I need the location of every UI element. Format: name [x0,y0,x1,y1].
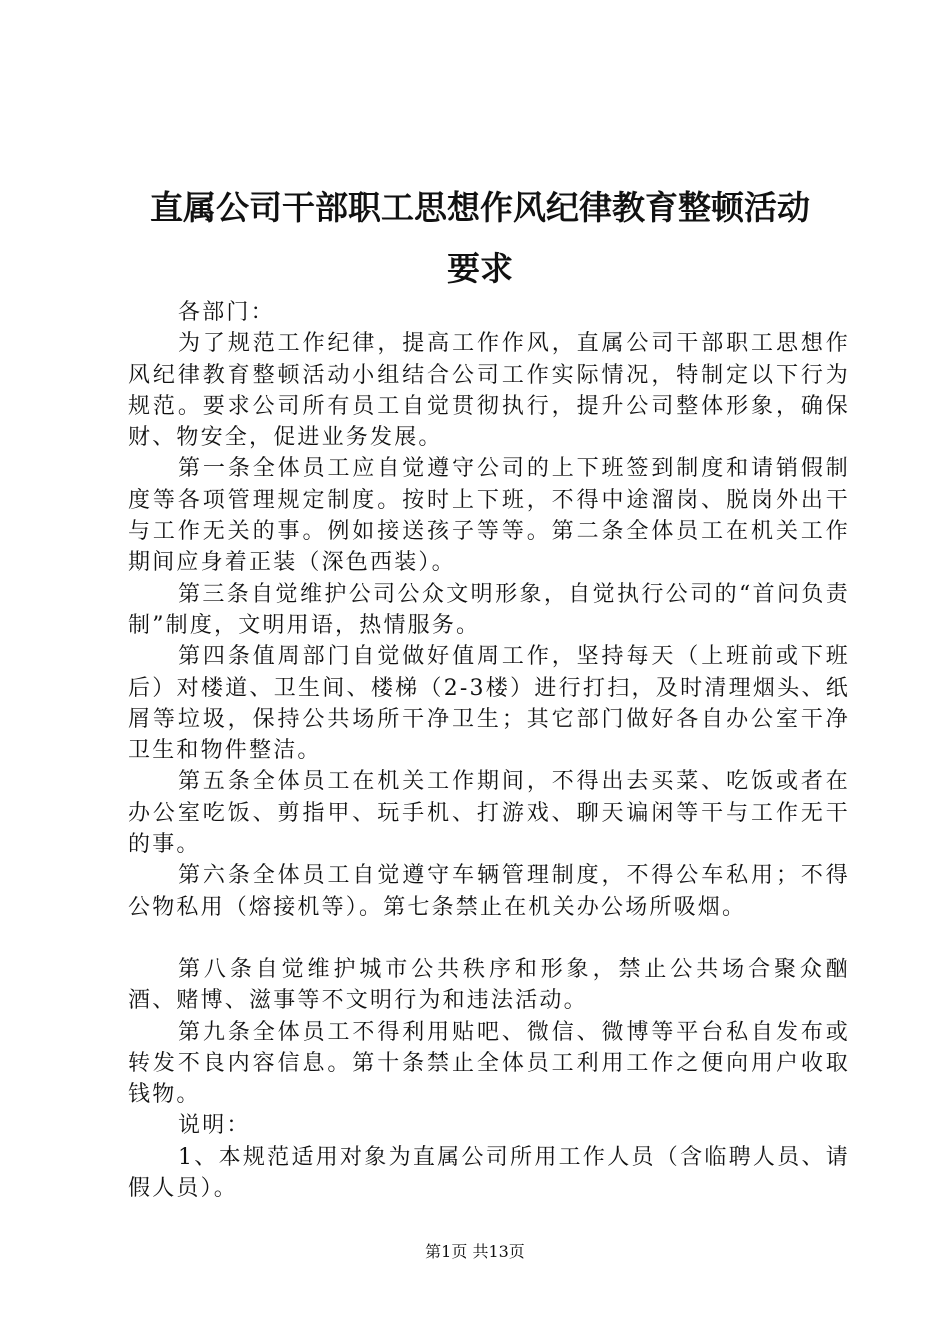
document-title-line-2: 要求 [447,249,513,288]
article-9-10-paragraph: 第九条全体员工不得利用贴吧、微信、微博等平台私自发布或转发不良内容信息。第十条禁止全体员工利用工作之便向用户收取钱物。 [128,1019,850,1108]
article-6-7-paragraph: 第六条全体员工自觉遵守车辆管理制度，不得公车私用；不得公物私用（熔接机等）。第七条禁止在机关办公场所吸烟。 [128,863,850,920]
article-3-paragraph: 第三条自觉维护公司公众文明形象，自觉执行公司的“首问负责制”制度，文明用语，热情服务。 [128,581,850,638]
note-1-paragraph: 1、本规范适用对象为直属公司所用工作人员（含临聘人员、请假人员）。 [128,1144,850,1202]
document-body [128,297,850,1204]
article-1-2-paragraph: 第一条全体员工应自觉遵守公司的上下班签到制度和请销假制度等各项管理规定制度。按时上下班，不得中途溜岗、脱岗外出干与工作无关的事。例如接送孩子等等。第二条全体员工在机关工作期间应身着正装（深色西装）。 [128,456,850,576]
article-5-paragraph: 第五条全体员工在机关工作期间，不得出去买菜、吃饭或者在办公室吃饭、剪指甲、玩手机、打游戏、聊天谝闲等干与工作无干的事。 [128,769,850,858]
document-title-line-1: 直属公司干部职工思想作风纪律教育整顿活动 [150,188,810,227]
notes-heading: 说明： [178,1113,251,1139]
intro-paragraph: 为了规范工作纪律，提高工作作风，直属公司干部职工思想作风纪律教育整顿活动小组结合公司工作实际情况，特制定以下行为规范。要求公司所有员工自觉贯彻执行，提升公司整体形象，确保财、物安全，促进业务发展。 [128,331,850,451]
article-4-paragraph: 第四条值周部门自觉做好值周工作，坚持每天（上班前或下班后）对楼道、卫生间、楼梯（2-3楼）进行打扫，及时清理烟头、纸屑等垃圾，保持公共场所干净卫生；其它部门做好各自办公室干净卫生和物件整洁。 [128,644,850,764]
page-number-footer: 第1页 共13页 [425,1242,525,1261]
salutation: 各部门： [178,300,275,325]
article-8-paragraph: 第八条自觉维护城市公共秩序和形象，禁止公共场合聚众酗酒、赌博、滋事等不文明行为和违法活动。 [128,956,850,1014]
